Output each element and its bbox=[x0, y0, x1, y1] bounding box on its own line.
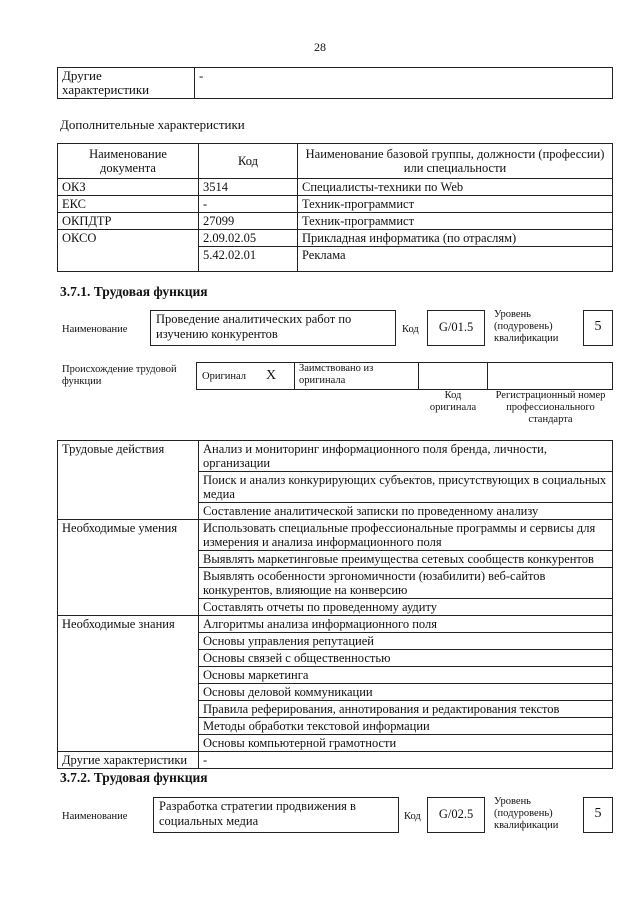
original-label: Оригинал bbox=[202, 371, 246, 382]
table-row bbox=[58, 68, 613, 99]
code-value: G/01.5 bbox=[438, 320, 474, 334]
other-characteristics-label: Другие характеристики bbox=[58, 68, 195, 99]
code-field bbox=[427, 310, 485, 346]
table-row bbox=[58, 213, 613, 230]
table-cell: ОКСО bbox=[58, 230, 199, 247]
table-cell: 2.09.02.05 bbox=[199, 230, 298, 247]
table-cell: ОКЗ bbox=[58, 179, 199, 196]
origin-divider-2 bbox=[418, 362, 419, 390]
name-field bbox=[153, 797, 399, 833]
additional-characteristics-title: Дополнительные характеристики bbox=[60, 117, 245, 132]
origin-divider-3 bbox=[487, 362, 488, 390]
table-cell: Составлять отчеты по проведенному аудиту bbox=[199, 599, 613, 616]
group-label-skills: Необходимые умения bbox=[58, 520, 199, 616]
table-cell: 3514 bbox=[199, 179, 298, 196]
name-field bbox=[150, 310, 396, 346]
level-label: Уровень (подуровень) квалификации bbox=[494, 309, 559, 344]
group-label-other: Другие характеристики bbox=[58, 752, 199, 769]
name-label: Наименование bbox=[62, 811, 128, 822]
table-header-row bbox=[58, 144, 613, 179]
table-cell: Анализ и мониторинг информационного поля бренда, личности, организации bbox=[199, 441, 613, 472]
functions-table bbox=[57, 440, 613, 769]
table-row bbox=[58, 616, 613, 633]
table-row bbox=[58, 247, 613, 272]
original-mark: X bbox=[266, 368, 277, 383]
table-cell: 5.42.02.01 bbox=[199, 247, 298, 272]
code-label: Код bbox=[402, 324, 419, 335]
other-characteristics-value: - bbox=[195, 68, 613, 99]
code-value: G/02.5 bbox=[438, 807, 474, 821]
level-field bbox=[583, 310, 613, 346]
section-heading-3-7-2: 3.7.2. Трудовая функция bbox=[60, 770, 208, 785]
table-cell: ЕКС bbox=[58, 196, 199, 213]
name-label: Наименование bbox=[62, 324, 128, 335]
page-number: 28 bbox=[314, 40, 326, 54]
table-row bbox=[58, 520, 613, 551]
table-cell: Основы маркетинга bbox=[199, 667, 613, 684]
table-cell: Выявлять особенности эргономичности (юзабилити) веб-сайтов конкурентов, влияющие на конверсию bbox=[199, 568, 613, 599]
name-value: Разработка стратегии продвижения в социальных медиа bbox=[159, 799, 356, 828]
additional-characteristics-table bbox=[57, 143, 613, 272]
table-cell: Правила реферирования, аннотирования и редактирования текстов bbox=[199, 701, 613, 718]
group-label-actions: Трудовые действия bbox=[58, 441, 199, 520]
table-cell: Основы управления репутацией bbox=[199, 633, 613, 650]
table-cell: - bbox=[199, 196, 298, 213]
borrowed-label: Заимствовано из оригинала bbox=[299, 363, 374, 386]
table-cell: Выявлять маркетинговые преимущества сетевых сообществ конкурентов bbox=[199, 551, 613, 568]
column-header-group: Наименование базовой группы, должности (профессии) или специальности bbox=[298, 144, 613, 179]
table-cell bbox=[58, 247, 199, 272]
column-header-code: Код bbox=[199, 144, 298, 179]
level-value: 5 bbox=[594, 806, 602, 821]
code-field bbox=[427, 797, 485, 833]
table-cell: 27099 bbox=[199, 213, 298, 230]
code-original-label: Код оригинала bbox=[429, 390, 477, 413]
table-cell: Методы обработки текстовой информации bbox=[199, 718, 613, 735]
name-value: Проведение аналитических работ по изучению конкурентов bbox=[156, 312, 352, 341]
reg-number-label: Регистрационный номер профессионального стандарта bbox=[495, 390, 606, 425]
table-cell: Техник-программист bbox=[298, 213, 613, 230]
table-row bbox=[58, 196, 613, 213]
table-cell: Основы связей с общественностью bbox=[199, 650, 613, 667]
table-cell: Основы компьютерной грамотности bbox=[199, 735, 613, 752]
other-characteristics-table bbox=[57, 67, 613, 99]
table-cell: Использовать специальные профессиональные программы и сервисы для измерения и анализа информационного поля bbox=[199, 520, 613, 551]
level-label: Уровень (подуровень) квалификации bbox=[494, 796, 559, 831]
column-header-document: Наименование документа bbox=[58, 144, 199, 179]
table-cell: Специалисты-техники по Web bbox=[298, 179, 613, 196]
table-row bbox=[58, 179, 613, 196]
table-cell: Составление аналитической записки по проведенному анализу bbox=[199, 503, 613, 520]
table-cell: Техник-программист bbox=[298, 196, 613, 213]
origin-label: Происхождение трудовой функции bbox=[62, 364, 177, 387]
group-label-knowledge: Необходимые знания bbox=[58, 616, 199, 752]
table-cell: Поиск и анализ конкурирующих субъектов, присутствующих в социальных медиа bbox=[199, 472, 613, 503]
level-value: 5 bbox=[594, 319, 602, 334]
origin-divider-1 bbox=[294, 362, 295, 390]
table-row bbox=[58, 441, 613, 472]
table-cell: Алгоритмы анализа информационного поля bbox=[199, 616, 613, 633]
table-row bbox=[58, 752, 613, 769]
table-row bbox=[58, 230, 613, 247]
section-heading-3-7-1: 3.7.1. Трудовая функция bbox=[60, 284, 208, 299]
level-field bbox=[583, 797, 613, 833]
table-cell: ОКПДТР bbox=[58, 213, 199, 230]
table-cell: - bbox=[199, 752, 613, 769]
code-label: Код bbox=[404, 811, 421, 822]
table-cell: Прикладная информатика (по отраслям) bbox=[298, 230, 613, 247]
table-cell: Реклама bbox=[298, 247, 613, 272]
table-cell: Основы деловой коммуникации bbox=[199, 684, 613, 701]
